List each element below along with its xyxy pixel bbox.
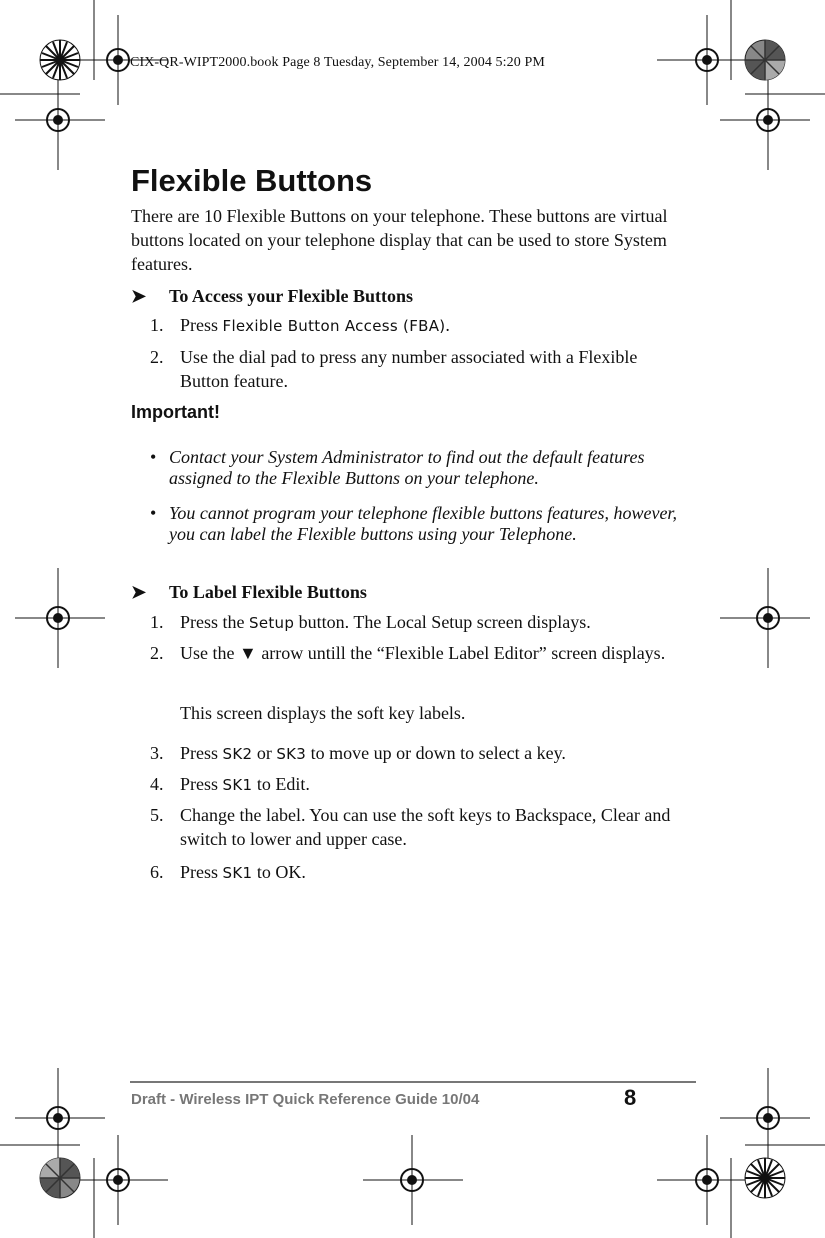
procedure-arrow-icon: ➤ bbox=[131, 286, 147, 306]
starburst-wheel-bottom-left bbox=[40, 1158, 80, 1198]
crosshair-target-right-lower bbox=[720, 1068, 810, 1168]
crosshair-target-left-middle bbox=[15, 568, 105, 668]
step-number: 6. bbox=[150, 862, 164, 882]
important-bullet bbox=[150, 503, 690, 566]
procedure-step bbox=[150, 772, 690, 796]
procedure-step bbox=[150, 641, 690, 689]
starburst-wheel-top-left bbox=[40, 40, 80, 80]
step-text: Press bbox=[180, 743, 223, 763]
footer-rule bbox=[130, 1081, 696, 1083]
key-name: SK2 bbox=[222, 745, 253, 763]
step-text: Press bbox=[180, 774, 223, 794]
key-name: SK1 bbox=[222, 864, 253, 882]
procedure-step bbox=[150, 741, 690, 765]
key-name: SK1 bbox=[222, 776, 253, 794]
important-label: Important! bbox=[131, 402, 220, 422]
starburst-wheel-top-right bbox=[745, 40, 785, 80]
key-name: Setup bbox=[249, 614, 295, 632]
page-number: 8 bbox=[624, 1085, 637, 1110]
starburst-wheel-bottom-right bbox=[745, 1158, 785, 1198]
step-text: arrow untill the “Flexible Label Editor” screen displays. bbox=[256, 643, 666, 663]
crosshair-target-left-upper bbox=[15, 70, 105, 170]
procedure-step bbox=[150, 313, 690, 337]
procedure-heading-text: To Label Flexible Buttons bbox=[169, 582, 367, 602]
step-text: to OK. bbox=[252, 862, 306, 882]
bullet-dot: • bbox=[150, 503, 157, 523]
step-text: Press the bbox=[180, 612, 249, 632]
step-number: 1. bbox=[150, 315, 164, 335]
procedure-step bbox=[150, 803, 690, 851]
step-text: Press bbox=[180, 315, 223, 335]
key-name: SK3 bbox=[276, 745, 307, 763]
step-text: button. The Local Setup screen displays. bbox=[294, 612, 591, 632]
footer-text: Draft - Wireless IPT Quick Reference Guide 10/04 bbox=[131, 1091, 480, 1108]
crosshair-target-bottom-left bbox=[68, 1135, 168, 1225]
step-number: 5. bbox=[150, 805, 164, 825]
procedure-heading-label bbox=[131, 582, 367, 603]
step-number: 3. bbox=[150, 743, 164, 763]
procedure-step bbox=[150, 860, 690, 884]
down-arrow-icon: ▼ bbox=[238, 643, 257, 663]
step-text: or bbox=[252, 743, 277, 763]
step-number: 1. bbox=[150, 612, 164, 632]
procedure-step bbox=[150, 345, 690, 393]
step-number: 4. bbox=[150, 774, 164, 794]
procedure-heading-access bbox=[131, 286, 413, 307]
step-number: 2. bbox=[150, 347, 164, 367]
procedure-heading-text: To Access your Flexible Buttons bbox=[169, 286, 414, 306]
step-text: Press bbox=[180, 862, 223, 882]
step-text: Use the dial pad to press any number associated with a Flexible Button feature. bbox=[180, 347, 638, 391]
crosshair-target-right-middle bbox=[720, 568, 810, 668]
step-number: 2. bbox=[150, 643, 164, 663]
page-title: Flexible Buttons bbox=[131, 163, 373, 198]
step-text: Change the label. You can use the soft keys to Backspace, Clear and switch to lower and upper case. bbox=[180, 805, 671, 849]
crosshair-target-bottom-right bbox=[657, 1135, 757, 1225]
bullet-text: Contact your System Administrator to find out the default features assigned to the Flexible Buttons on your telephone. bbox=[169, 447, 645, 488]
step-text: Use the bbox=[180, 643, 239, 663]
important-bullet bbox=[150, 447, 690, 489]
step-text: . bbox=[445, 315, 450, 335]
step-text: to Edit. bbox=[252, 774, 310, 794]
key-name: Flexible Button Access (FBA) bbox=[222, 317, 446, 335]
crosshair-target-top-right bbox=[657, 15, 757, 105]
step-text: to move up or down to select a key. bbox=[306, 743, 566, 763]
procedure-step bbox=[150, 610, 690, 634]
crosshair-target-bottom-center bbox=[363, 1135, 463, 1225]
intro-paragraph: There are 10 Flexible Buttons on your telephone. These buttons are virtual buttons located on your telephone display that can be used to store System features. bbox=[131, 206, 668, 274]
bullet-dot: • bbox=[150, 447, 157, 467]
procedure-arrow-icon: ➤ bbox=[131, 582, 147, 602]
bullet-text: You cannot program your telephone flexible buttons features, however, you can label the Flexible buttons using your Telephone. bbox=[169, 503, 677, 544]
crosshair-target-right-upper bbox=[720, 70, 810, 170]
book-header-line: CIX-QR-WIPT2000.book Page 8 Tuesday, September 14, 2004 5:20 PM bbox=[130, 55, 545, 70]
crosshair-target-left-lower bbox=[15, 1068, 105, 1168]
step-note: This screen displays the soft key labels. bbox=[180, 703, 466, 723]
